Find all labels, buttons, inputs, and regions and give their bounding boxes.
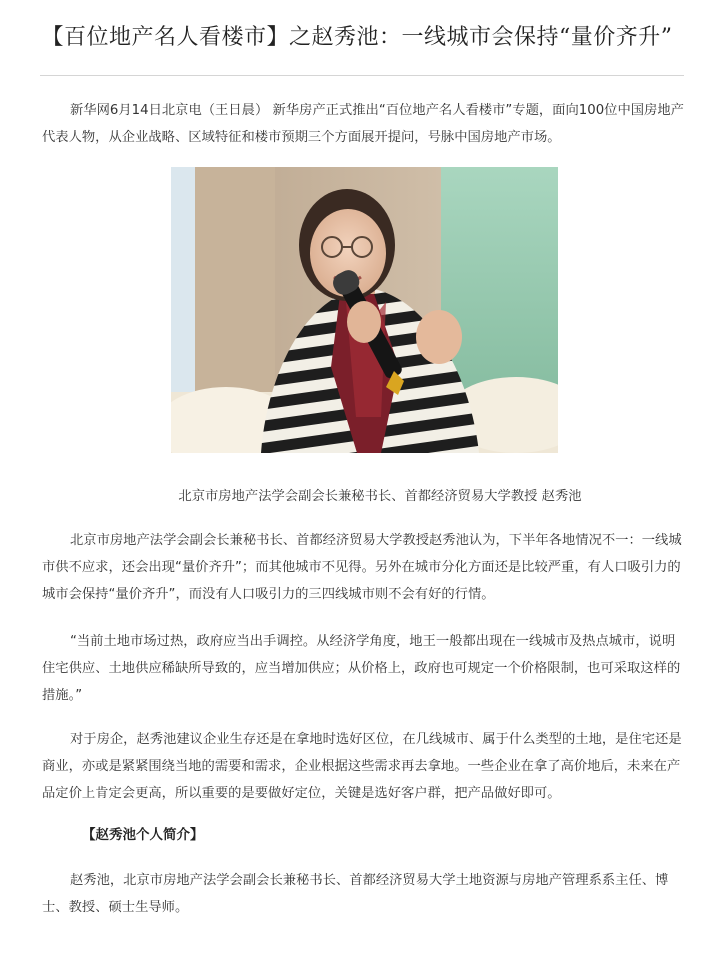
profile-paragraph: 赵秀池，北京市房地产法学会副会长兼秘书长、首都经济贸易大学土地资源与房地产管理系系主任、博士、教授、硕士生导师。 [42,873,669,915]
title-divider [40,75,684,76]
speaker-photo-illustration [171,167,558,453]
lead-paragraph: 新华网6月14日北京电（王日晨） 新华房产正式推出“百位地产名人看楼市”专题，面向100位中国房地产代表人物，从企业战略、区域特征和楼市预期三个方面展开提问，号脉中国房地产市场。 [42,103,684,145]
article-title: 【百位地产名人看楼市】之赵秀池：一线城市会保持“量价齐升” [41,25,673,50]
photo-caption: 北京市房地产法学会副会长兼秘书长、首都经济贸易大学教授 赵秀池 [178,489,582,504]
speaker-photo [171,167,558,453]
body-paragraph: 对于房企，赵秀池建议企业生存还是在拿地时选好区位，在几线城市、属于什么类型的土地，是住宅还是商业，亦或是紧紧围绕当地的需要和需求，企业根据这些需求再去拿地。一些企业在拿了高价地后，未来在产品定价上肯定会更高，所以重要的是要做好定位，关键是选好客户群，把产品做好即可。 [42,732,682,801]
body-paragraph-quote: “当前土地市场过热，政府应当出手调控。从经济学角度，地王一般都出现在一线城市及热点城市，说明住宅供应、土地供应稀缺所导致的，应当增加供应；从价格上，政府也可规定一个价格限制，也可采取这样的措施。” [42,634,681,703]
profile-heading: 【赵秀池个人简介】 [82,827,204,843]
body-paragraph: 北京市房地产法学会副会长兼秘书长、首都经济贸易大学教授赵秀池认为，下半年各地情况不一：一线城市供不应求，还会出现“量价齐升”；而其他城市不见得。另外在城市分化方面还是比较严重，有人口吸引力的城市会保持“量价齐升”，而没有人口吸引力的三四线城市则不会有好的行情。 [42,533,682,602]
